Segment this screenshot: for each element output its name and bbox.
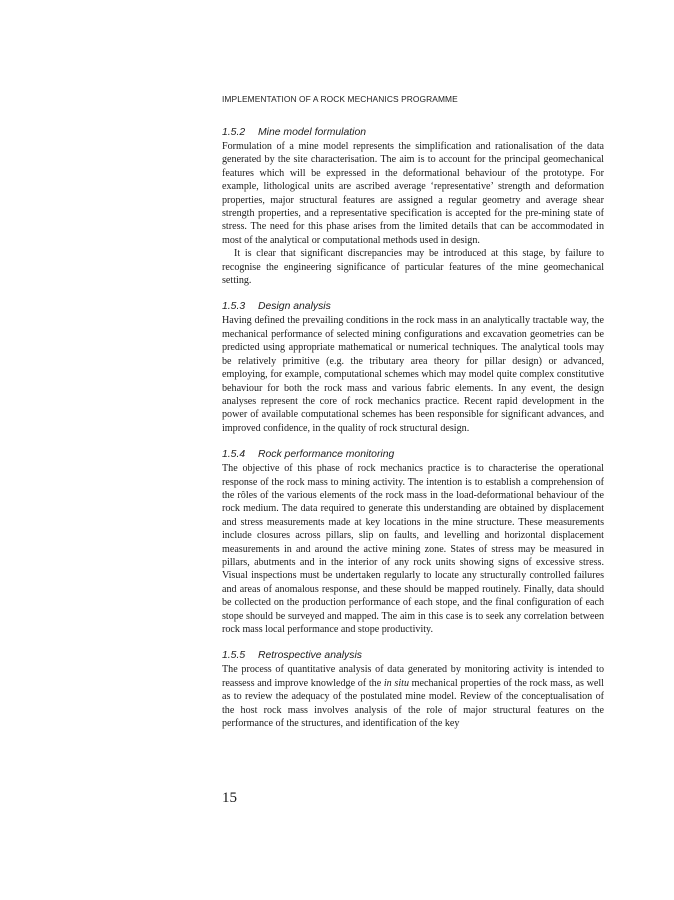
paragraph: It is clear that significant discrepancies may be introduced at this stage, by failure to recognise the engineering significance of particular features of the mine geomechanical setting.	[222, 248, 604, 287]
section-title: Retrospective analysis	[258, 650, 362, 662]
section-retrospective-analysis	[222, 649, 604, 730]
section-mine-model-formulation	[222, 126, 604, 287]
italic-term: in situ	[383, 677, 409, 689]
running-head: IMPLEMENTATION OF A ROCK MECHANICS PROGRAMME	[222, 94, 458, 104]
section-number: 1.5.2	[222, 127, 246, 138]
paragraph: The process of quantitative analysis of data generated by monitoring activity is intended to reassess and improve knowledge of the in situ mechanical properties of the rock mass, as well as to review the adequacy of the postulated mine model. Review of the conceptualisation of the host rock mass involves analysis of the role of major structural features on the performance of the structures, and identification of the key	[222, 664, 604, 730]
section-title: Mine model formulation	[258, 127, 366, 138]
section-heading	[222, 126, 604, 139]
paragraph: Formulation of a mine model represents the simplification and rationalisation of the data generated by the site characterisation. The aim is to account for the principal geomechanical features which will be expressed in the deformational behaviour of the prototype. For example, lithological units are ascribed average ‘representative’ strength and deformation properties, major structural features are assigned a regular geometry and average shear strength properties, and a representative specification is accepted for the pre-mining state of stress. The need for this phase arises from the limited details that can be accommodated in most of the analytical or computational methods used in design.	[222, 141, 604, 246]
page-number: 15	[222, 790, 237, 806]
paragraph: The objective of this phase of rock mechanics practice is to characterise the operational response of the rock mass to mining activity. The intention is to establish a comprehension of the rôles of the various elements of the rock mass in the load-deformational behaviour of the rock medium. The data required to generate this understanding are obtained by displacement and stress measurements made at key locations in the mine structure. These measurements include closures across pillars, slip on faults, and levelling and horizontal displacement measurements in and around the active mining zone. States of stress may be measured in pillars, abutments and in the interior of any rock units showing signs of excessive stress. Visual inspections must be undertaken regularly to locate any structurally controlled failures and areas of anomalous response, and these should be mapped routinely. Finally, data should be collected on the production performance of each stope, and the final configuration of each stope should be surveyed and mapped. The aim in this case is to seek any correlation between rock mass local performance and stope productivity.	[222, 463, 604, 635]
section-design-analysis	[222, 300, 604, 435]
section-rock-performance-monitoring	[222, 448, 604, 636]
section-number: 1.5.3	[222, 301, 246, 313]
section-heading	[222, 448, 604, 461]
section-title: Rock performance monitoring	[258, 449, 395, 461]
section-heading	[222, 649, 604, 662]
section-title: Design analysis	[258, 301, 331, 313]
section-number: 1.5.4	[222, 449, 246, 461]
section-heading	[222, 300, 604, 313]
section-number: 1.5.5	[222, 650, 246, 662]
page-body	[222, 94, 604, 743]
paragraph: Having defined the prevailing conditions in the rock mass in an analytically tractable way, the mechanical performance of selected mining configurations and excavation geometries can be predicted using appropriate mathematical or numerical techniques. The analytical tools may be relatively primitive (e.g. the tributary area theory for pillar design) or advanced, employing, for example, computational schemes which may model quite complex constitutive behaviour for both the rock mass and various fabric elements. In any event, the design analyses represent the core of rock mechanics practice. Recent rapid development in the power of available computational schemes has been responsible for significant advances, and improved confidence, in the quality of rock structural design.	[222, 315, 604, 434]
